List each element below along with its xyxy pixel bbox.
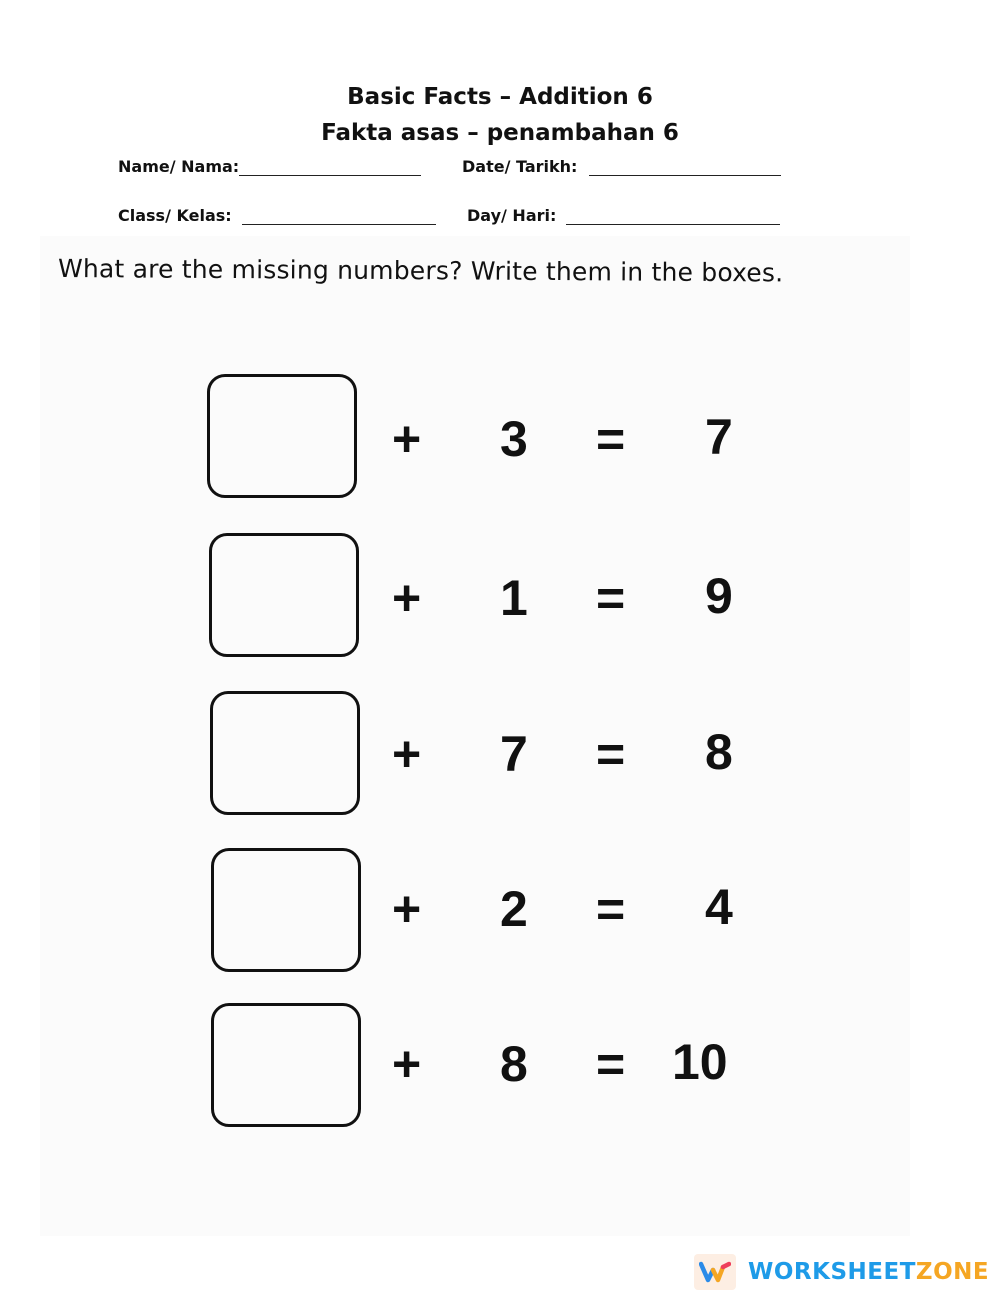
worksheetzone-logo[interactable] [694, 1254, 989, 1290]
problem-row [0, 533, 1000, 663]
problem-row [0, 374, 1000, 504]
plus-sign: + [392, 1036, 422, 1092]
brand-name-part2: ZONE [915, 1259, 990, 1285]
name-input-line[interactable] [239, 159, 421, 176]
result: 10 [672, 1034, 728, 1090]
name-label: Name/ Nama: [118, 157, 240, 176]
day-label: Day/ Hari: [467, 206, 557, 225]
worksheet-title: Basic Facts – Addition 6 [347, 84, 653, 110]
date-input-line[interactable] [589, 159, 781, 176]
result: 4 [705, 879, 733, 935]
day-field[interactable] [467, 206, 780, 225]
plus-sign: + [392, 570, 422, 626]
answer-box[interactable] [209, 533, 359, 657]
problem-row [0, 691, 1000, 821]
result: 7 [705, 409, 733, 465]
plus-sign: + [392, 411, 422, 467]
class-label: Class/ Kelas: [118, 206, 232, 225]
class-field[interactable] [118, 206, 436, 225]
plus-sign: + [392, 726, 422, 782]
date-field[interactable] [462, 157, 781, 176]
class-input-line[interactable] [242, 208, 436, 225]
equals-sign: = [596, 881, 626, 937]
answer-box[interactable] [210, 691, 360, 815]
worksheetzone-w-icon [694, 1254, 736, 1290]
result: 8 [705, 724, 733, 780]
equals-sign: = [596, 1036, 626, 1092]
equals-sign: = [596, 726, 626, 782]
answer-box[interactable] [207, 374, 357, 498]
answer-box[interactable] [211, 848, 361, 972]
addend: 8 [500, 1036, 528, 1092]
problem-row [0, 848, 1000, 978]
result: 9 [705, 568, 733, 624]
addend: 2 [500, 881, 528, 937]
name-field[interactable] [118, 157, 421, 176]
worksheet-subtitle: Fakta asas – penambahan 6 [321, 120, 679, 146]
answer-box[interactable] [211, 1003, 361, 1127]
addend: 1 [500, 570, 528, 626]
addend: 3 [500, 411, 528, 467]
problem-row [0, 1003, 1000, 1133]
equals-sign: = [596, 411, 626, 467]
date-label: Date/ Tarikh: [462, 157, 578, 176]
plus-sign: + [392, 881, 422, 937]
day-input-line[interactable] [566, 208, 780, 225]
addend: 7 [500, 726, 528, 782]
brand-name-part1: WORKSHEET [748, 1259, 916, 1285]
equals-sign: = [596, 570, 626, 626]
instruction-text: What are the missing numbers? Write them in the boxes. [57, 254, 784, 288]
